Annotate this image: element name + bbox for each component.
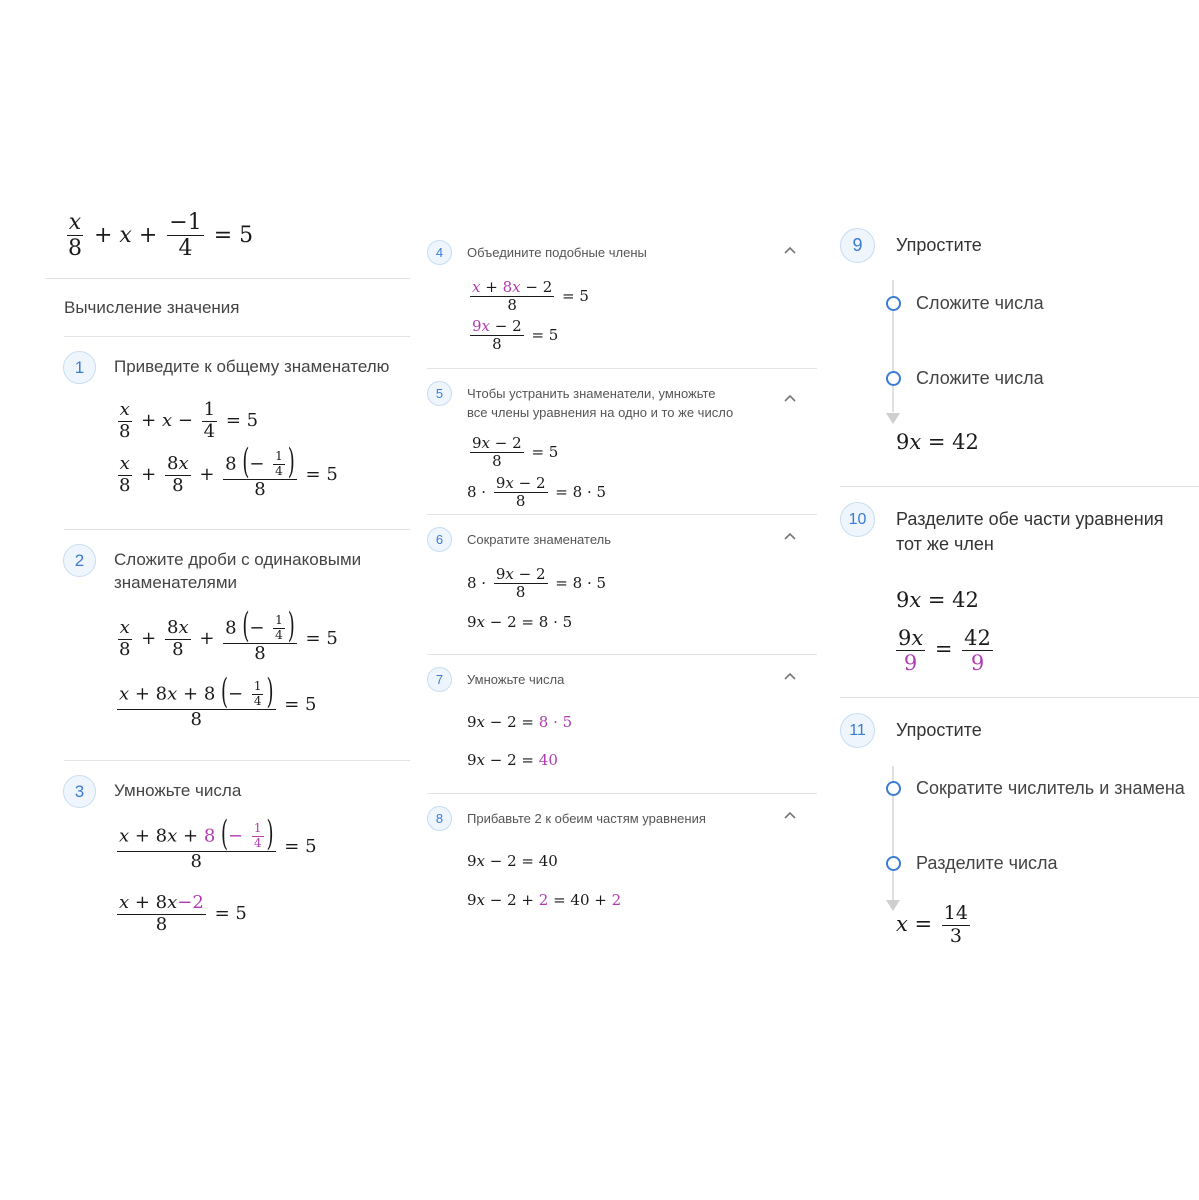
step-7-line-1: 9x − 2 = 8 · 5 (467, 713, 573, 731)
step-number-7: 7 (427, 667, 452, 692)
step-6-line-1: 8 · $\frac{9x - 2}{8}$ = 8 · 5 (467, 565, 607, 602)
divider (840, 486, 1199, 487)
step-title-3[interactable]: Умножьте числа (114, 781, 242, 800)
step-number-8: 8 (427, 806, 452, 831)
step-title-6[interactable]: Сократите знаменатель (467, 532, 611, 547)
step-number-11: 11 (840, 713, 875, 748)
step-3-line-2: $\frac{x + 8x-2}{8}$ = 5 (119, 892, 247, 935)
substep-label[interactable]: Сложите числа (916, 293, 1044, 313)
step-title-7[interactable]: Умножьте числа (467, 672, 565, 687)
section-title: Вычисление значения (64, 298, 240, 317)
divider (64, 336, 410, 337)
divider (427, 368, 817, 369)
chevron-up-icon[interactable] (783, 531, 797, 541)
circle-icon (886, 296, 901, 311)
step-title-11[interactable]: Упростите (896, 720, 982, 740)
step-1-line-1: $\frac{x}{8}$ + x − $\frac{1}{4}$ = 5 (119, 399, 259, 442)
step-4-line-1: $\frac{x + 8x - 2}{8}$ = 5 (472, 278, 589, 315)
step-9-result: 9x = 42 (896, 430, 979, 454)
divider (427, 793, 817, 794)
step-title-9[interactable]: Упростите (896, 235, 982, 255)
divider (64, 529, 410, 530)
step-8-line-1: 9x − 2 = 40 (467, 852, 558, 870)
chevron-up-icon[interactable] (783, 671, 797, 681)
substep-label[interactable]: Сложите числа (916, 368, 1044, 388)
step-title-4[interactable]: Объедините подобные члены (467, 245, 647, 260)
step-8-line-2: 9x − 2 + 2 = 40 + 2 (467, 891, 622, 909)
step-1-line-2: $\frac{x}{8}$ + $\frac{8x}{8}$ + 8 (− $\frac{1}{4}$ ) 8 = 5 (119, 442, 338, 500)
chevron-up-icon[interactable] (783, 393, 797, 403)
step-title-2-line-1[interactable]: Сложите дроби с одинаковыми (114, 550, 362, 569)
step-7-line-2: 9x − 2 = 40 (467, 751, 558, 769)
step-number-6: 6 (427, 527, 452, 552)
substep-label[interactable]: Разделите числа (916, 853, 1058, 873)
step-2-line-1: $\frac{x}{8}$ + $\frac{8x}{8}$ + 8 (− $\frac{1}{4}$ ) 8 = 5 (119, 606, 338, 664)
step-title-1[interactable]: Приведите к общему знаменателю (114, 357, 390, 376)
step-title-5-line-1[interactable]: Чтобы устранить знаменатели, умножьте (467, 386, 716, 401)
step-number-1: 1 (63, 351, 96, 384)
circle-icon (886, 781, 901, 796)
circle-icon (886, 856, 901, 871)
chevron-up-icon[interactable] (783, 810, 797, 820)
step-number-5: 5 (427, 381, 452, 406)
step-title-5-line-2[interactable]: все члены уравнения на одно и то же число (467, 405, 734, 420)
arrow-down-icon (886, 413, 900, 424)
step-title-10-line-2[interactable]: тот же член (896, 534, 994, 554)
step-number-3: 3 (63, 775, 96, 808)
step-number-2: 2 (63, 544, 96, 577)
divider (427, 514, 817, 515)
divider (840, 697, 1199, 698)
step-6-line-2: 9x − 2 = 8 · 5 (467, 613, 573, 631)
step-11-result: x = $\frac{14}{3}$ (896, 902, 968, 947)
step-5-line-2: 8 · $\frac{9x - 2}{8}$ = 8 · 5 (467, 474, 607, 511)
divider (45, 278, 410, 279)
divider (427, 654, 817, 655)
divider (64, 760, 410, 761)
problem-equation: $\frac{x}{8}$ + x + $\frac{-1}{4}$ = 5 (68, 210, 254, 262)
step-number-4: 4 (427, 240, 452, 265)
step-10-line-2: $\frac{9x}{9}$ = $\frac{42}{9}$ (898, 626, 991, 676)
step-title-8[interactable]: Прибавьте 2 к обеим частям уравнения (467, 811, 706, 826)
step-10-line-1: 9x = 42 (896, 588, 979, 612)
step-number-10: 10 (840, 502, 875, 537)
chevron-up-icon[interactable] (783, 245, 797, 255)
step-3-line-1: x + 8x + 8 (− $\frac{1}{4}$ ) 8 = 5 (119, 814, 317, 872)
step-4-line-2: $\frac{9x - 2}{8}$ = 5 (472, 317, 559, 354)
step-title-10-line-1[interactable]: Разделите обе части уравнения (896, 509, 1164, 529)
step-2-line-2: x + 8x + 8 (− $\frac{1}{4}$ ) 8 = 5 (119, 672, 317, 730)
step-number-9: 9 (840, 228, 875, 263)
circle-icon (886, 371, 901, 386)
substep-label[interactable]: Сократите числитель и знамена (916, 778, 1185, 798)
step-title-2-line-2[interactable]: знаменателями (114, 573, 238, 592)
step-5-line-1: $\frac{9x - 2}{8}$ = 5 (472, 434, 559, 471)
